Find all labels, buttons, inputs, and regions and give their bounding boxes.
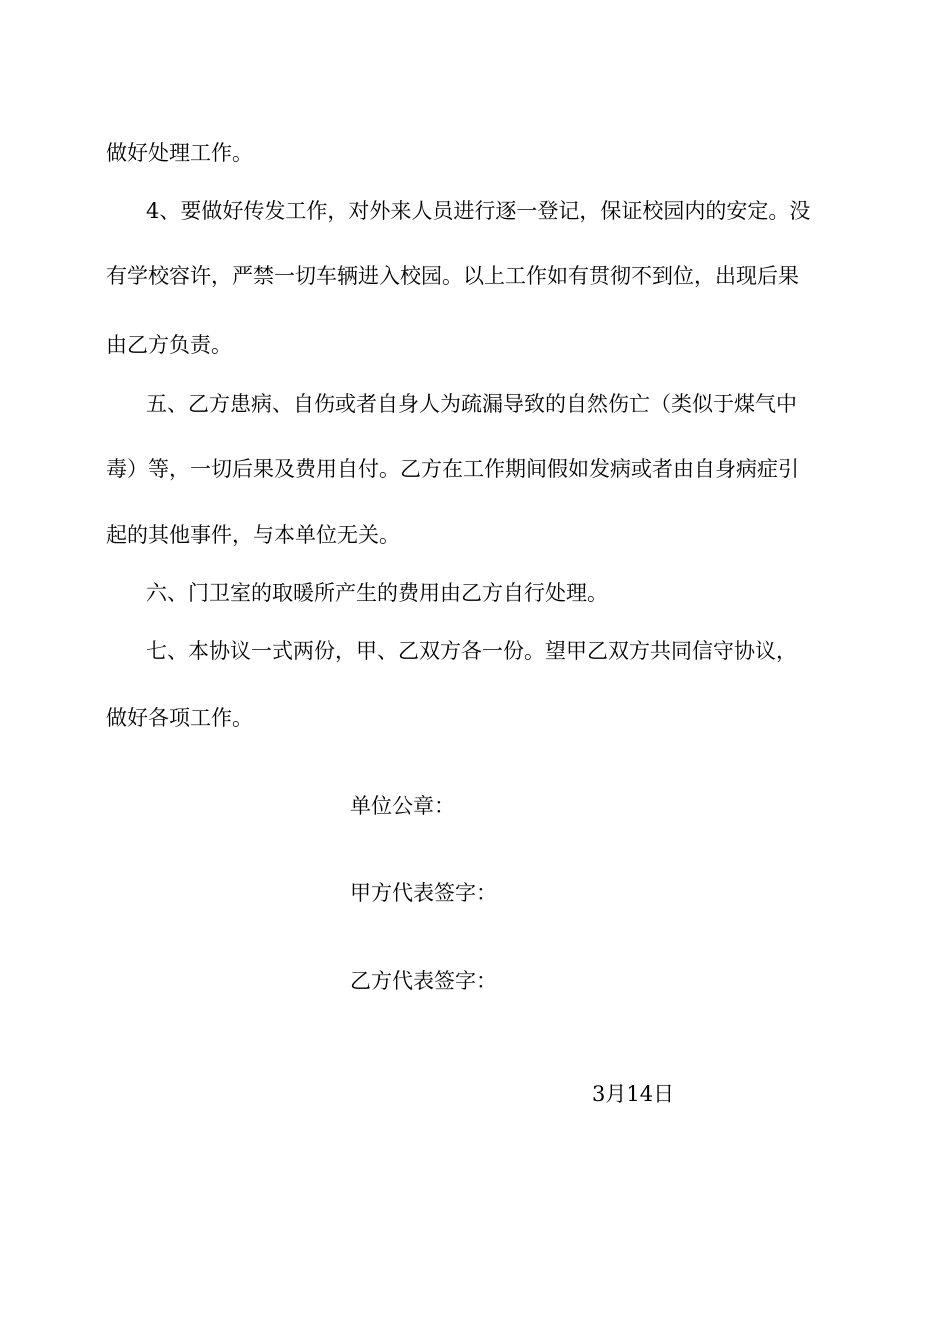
seal-label: 单位公章：	[350, 794, 455, 818]
paragraph-line: 4、要做好传发工作，对外来人员进行逐一登记，保证校园内的安定。没	[146, 199, 811, 223]
paragraph-line: 做好各项工作。	[106, 706, 253, 730]
paragraph-line: 做好处理工作。	[106, 141, 253, 165]
paragraph-line: 六、门卫室的取暖所产生的费用由乙方自行处理。	[146, 581, 608, 605]
paragraph-line: 毒）等，一切后果及费用自付。乙方在工作期间假如发病或者由自身病症引	[106, 457, 799, 481]
party-b-signature-label: 乙方代表签字：	[350, 969, 497, 993]
paragraph-line: 五、乙方患病、自伤或者自身人为疏漏导致的自然伤亡（类似于煤气中	[146, 392, 797, 416]
document-date: 3月14日	[592, 1082, 675, 1106]
paragraph-line: 由乙方负责。	[106, 333, 232, 357]
paragraph-line: 七、本协议一式两份，甲、乙双方各一份。望甲乙双方共同信守协议，	[146, 639, 797, 663]
paragraph-line: 起的其他事件，与本单位无关。	[106, 523, 400, 547]
party-a-signature-label: 甲方代表签字：	[350, 881, 497, 905]
paragraph-line: 有学校容许，严禁一切车辆进入校园。以上工作如有贯彻不到位，出现后果	[106, 264, 799, 288]
